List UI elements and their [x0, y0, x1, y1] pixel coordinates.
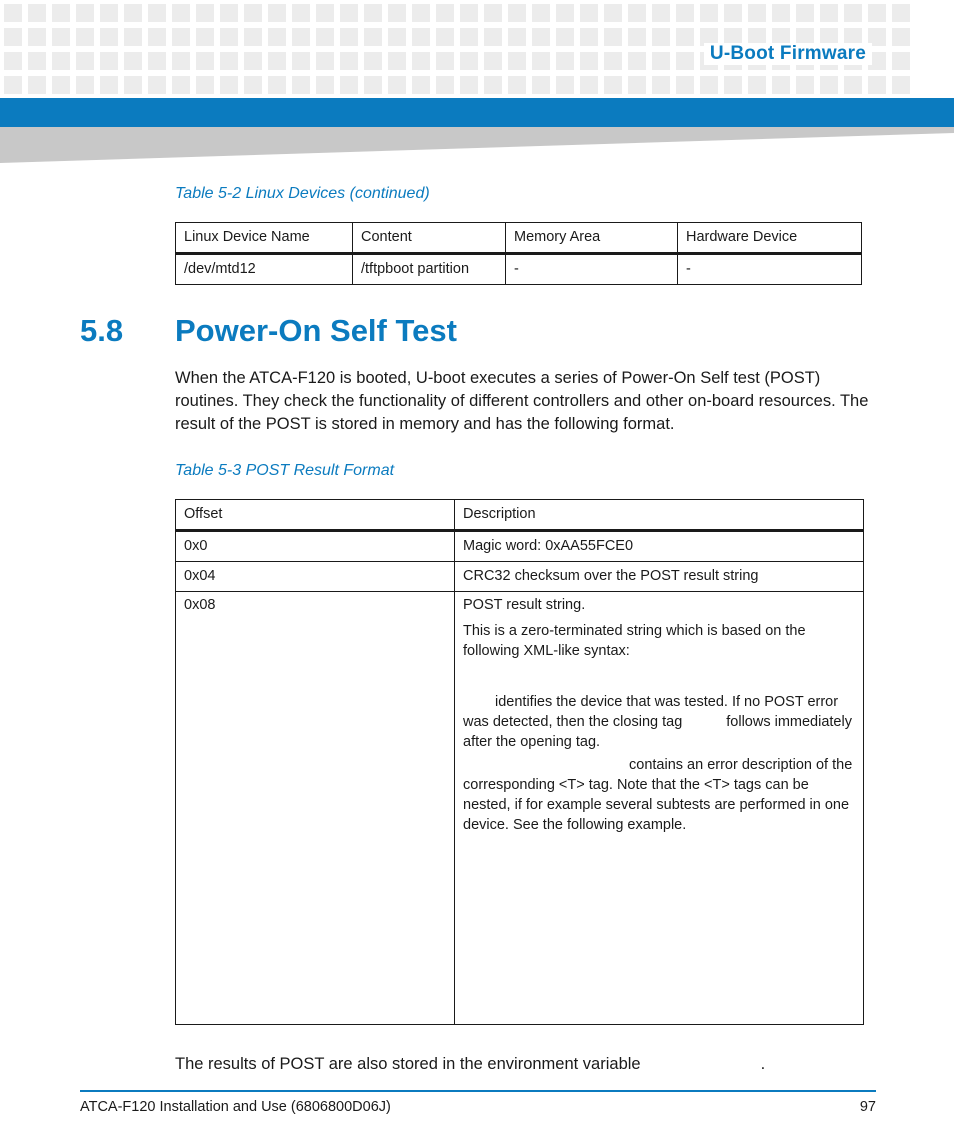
header-pattern-cell	[316, 76, 334, 94]
header-pattern-cell	[4, 76, 22, 94]
header-pattern-cell	[52, 52, 70, 70]
column-header: Linux Device Name	[176, 223, 353, 254]
header-pattern-cell	[580, 52, 598, 70]
header-blue-bar	[0, 98, 954, 127]
header-pattern-cell	[292, 52, 310, 70]
header-pattern-cell	[100, 28, 118, 46]
header-pattern-cell	[220, 52, 238, 70]
header-pattern-cell	[676, 76, 694, 94]
header-pattern-cell	[76, 52, 94, 70]
header-pattern-cell	[196, 28, 214, 46]
header-pattern-cell	[580, 4, 598, 22]
header-pattern-cell	[220, 76, 238, 94]
header-pattern-cell	[556, 52, 574, 70]
description-cell: Magic word: 0xAA55FCE0	[455, 531, 864, 562]
header-pattern-cell	[148, 4, 166, 22]
table-cell: /dev/mtd12	[176, 254, 353, 285]
header-pattern-cell	[4, 4, 22, 22]
header-pattern-cell	[700, 76, 718, 94]
table-row	[176, 562, 864, 592]
header-pattern-cell	[244, 28, 262, 46]
header-pattern-cell	[412, 52, 430, 70]
table-row	[176, 531, 864, 562]
table2-caption: Table 5-3 POST Result Format	[175, 462, 395, 479]
header-pattern-cell	[268, 28, 286, 46]
header-pattern-cell	[100, 4, 118, 22]
header-pattern-cell	[388, 4, 406, 22]
header-pattern-cell	[148, 76, 166, 94]
header-pattern-cell	[340, 4, 358, 22]
header-pattern-cell	[28, 28, 46, 46]
header-pattern-cell	[52, 28, 70, 46]
closing-period: .	[760, 1055, 766, 1073]
header-pattern-cell	[220, 28, 238, 46]
header-pattern-cell	[4, 52, 22, 70]
header-pattern-cell	[28, 52, 46, 70]
header-pattern-cell	[604, 52, 622, 70]
header-pattern-cell	[124, 52, 142, 70]
header-pattern-cell	[436, 28, 454, 46]
chapter-title: U-Boot Firmware	[704, 43, 872, 65]
header-pattern-cell	[268, 76, 286, 94]
header-pattern-cell	[460, 76, 478, 94]
table-cell: -	[506, 254, 678, 285]
header-pattern-cell	[868, 76, 886, 94]
header-pattern-cell	[436, 52, 454, 70]
header-pattern-cell	[700, 4, 718, 22]
header-pattern-cell	[196, 76, 214, 94]
header-pattern-cell	[100, 52, 118, 70]
header-pattern-cell	[364, 52, 382, 70]
column-header: Memory Area	[506, 223, 678, 254]
header-pattern-cell	[412, 76, 430, 94]
section-title: Power-On Self Test	[175, 313, 457, 348]
header-pattern-cell	[676, 4, 694, 22]
header-pattern-cell	[652, 76, 670, 94]
offset-cell: 0x04	[176, 562, 455, 592]
header-pattern-cell	[172, 4, 190, 22]
header-pattern-cell	[388, 76, 406, 94]
table-cell: -	[678, 254, 862, 285]
header-pattern-cell	[628, 4, 646, 22]
header-pattern-cell	[604, 76, 622, 94]
header-pattern-cell	[316, 28, 334, 46]
header-pattern-cell	[556, 4, 574, 22]
header-pattern-cell	[604, 4, 622, 22]
header-pattern-cell	[244, 52, 262, 70]
header-gray-wedge	[0, 127, 954, 163]
column-header: Content	[353, 223, 506, 254]
header-pattern-cell	[508, 28, 526, 46]
header-pattern-cell	[76, 76, 94, 94]
header-pattern-cell	[148, 52, 166, 70]
header-pattern-cell	[508, 52, 526, 70]
header-pattern-cell	[484, 4, 502, 22]
description-paragraph: contains an error description of the corresponding <T> tag. Note that the <T> tags can be nested, if for example several subtests are performed in one device. See the following example.	[463, 757, 853, 833]
header-pattern-cell	[748, 76, 766, 94]
header-pattern-cell	[460, 4, 478, 22]
offset-cell: 0x08	[176, 592, 455, 1025]
footer-rule	[80, 1090, 876, 1092]
table-row	[176, 254, 862, 285]
header-pattern-cell	[628, 76, 646, 94]
header-pattern-cell	[292, 4, 310, 22]
header-pattern-cell	[844, 76, 862, 94]
header-pattern-cell	[532, 52, 550, 70]
footer-document-title: ATCA-F120 Installation and Use (6806800D06J)	[80, 1099, 391, 1115]
header-pattern-cell	[52, 76, 70, 94]
header-pattern-cell	[580, 28, 598, 46]
header-pattern-cell	[364, 76, 382, 94]
header-pattern-cell	[508, 76, 526, 94]
header-pattern-cell	[532, 4, 550, 22]
header-pattern-cell	[364, 4, 382, 22]
header-pattern-cell	[676, 52, 694, 70]
header-pattern-cell	[844, 4, 862, 22]
header-pattern-cell	[172, 52, 190, 70]
table-cell: /tftpboot partition	[353, 254, 506, 285]
description-cell: CRC32 checksum over the POST result string	[455, 562, 864, 592]
header-pattern-cell	[724, 4, 742, 22]
header-pattern-cell	[412, 28, 430, 46]
header-pattern-cell	[820, 76, 838, 94]
table-header-row	[176, 223, 862, 254]
header-pattern-cell	[460, 52, 478, 70]
header-pattern-cell	[268, 4, 286, 22]
table1-caption: Table 5-2 Linux Devices (continued)	[175, 185, 430, 202]
header-pattern-cell	[652, 28, 670, 46]
header-pattern-cell	[268, 52, 286, 70]
description-paragraph: POST result string.	[463, 597, 586, 613]
header-pattern-cell	[628, 28, 646, 46]
header-pattern-cell	[172, 28, 190, 46]
description-text: follows immediately after the opening tag.	[463, 714, 852, 750]
section-number: 5.8	[80, 313, 124, 348]
table-row	[176, 592, 864, 1025]
header-pattern-cell	[484, 76, 502, 94]
header-pattern-cell	[652, 52, 670, 70]
post-result-table	[175, 499, 864, 1025]
header-pattern-cell	[580, 76, 598, 94]
header-pattern-cell	[436, 76, 454, 94]
header-pattern-cell	[484, 28, 502, 46]
header-pattern-cell	[724, 76, 742, 94]
header-pattern-cell	[892, 52, 910, 70]
header-pattern-cell	[772, 4, 790, 22]
header-pattern-cell	[4, 28, 22, 46]
header-pattern-cell	[148, 28, 166, 46]
header-pattern-cell	[340, 76, 358, 94]
table-header-row	[176, 500, 864, 531]
header-pattern-cell	[316, 52, 334, 70]
column-header: Description	[455, 500, 864, 531]
header-pattern-cell	[412, 4, 430, 22]
page-number: 97	[859, 1099, 876, 1115]
header-pattern-cell	[172, 76, 190, 94]
header-pattern-cell	[244, 76, 262, 94]
section-intro: When the ATCA-F120 is booted, U-boot executes a series of Power-On Self test (POST) routines. They check the functionality of different controllers and other on-board resources. The result of the POST is stored in memory and has the following format.	[175, 369, 869, 433]
header-pattern-cell	[244, 4, 262, 22]
header-pattern-cell	[556, 76, 574, 94]
header-pattern-cell	[628, 52, 646, 70]
description-paragraph: This is a zero-terminated string which is based on the following XML-like syntax:	[463, 623, 806, 659]
description-text: identifies the device that was tested. If no POST error was detected, then the closing tag	[463, 694, 839, 730]
header-pattern-cell	[124, 4, 142, 22]
header-pattern-cell	[508, 4, 526, 22]
linux-devices-table	[175, 222, 862, 285]
header-pattern-cell	[868, 4, 886, 22]
header-pattern-cell	[52, 4, 70, 22]
closing-sentence	[175, 1053, 875, 1076]
header-pattern-cell	[100, 76, 118, 94]
header-pattern-cell	[220, 4, 238, 22]
header-pattern-cell	[124, 76, 142, 94]
header-pattern-cell	[604, 28, 622, 46]
header-pattern-cell	[196, 52, 214, 70]
header-pattern-cell	[532, 76, 550, 94]
header-pattern-cell	[340, 52, 358, 70]
header-pattern-cell	[652, 4, 670, 22]
header-pattern-cell	[316, 4, 334, 22]
header-pattern-cell	[124, 28, 142, 46]
closing-text: The results of POST are also stored in the environment variable	[175, 1055, 641, 1073]
header-pattern-cell	[28, 4, 46, 22]
header-pattern-cell	[340, 28, 358, 46]
header-pattern-cell	[388, 52, 406, 70]
header-pattern-cell	[484, 52, 502, 70]
header-pattern-cell	[532, 28, 550, 46]
header-pattern-cell	[748, 4, 766, 22]
header-pattern-cell	[796, 76, 814, 94]
header-pattern-cell	[436, 4, 454, 22]
offset-cell: 0x0	[176, 531, 455, 562]
header-pattern-cell	[892, 76, 910, 94]
header-pattern-cell	[892, 4, 910, 22]
header-pattern-cell	[820, 4, 838, 22]
header-pattern-cell	[892, 28, 910, 46]
column-header: Offset	[176, 500, 455, 531]
header-pattern-cell	[364, 28, 382, 46]
header-pattern-cell	[796, 4, 814, 22]
description-cell	[455, 592, 864, 1025]
header-pattern-cell	[28, 76, 46, 94]
header-pattern-cell	[556, 28, 574, 46]
header-pattern-cell	[196, 4, 214, 22]
header-pattern-cell	[76, 28, 94, 46]
column-header: Hardware Device	[678, 223, 862, 254]
header-pattern-cell	[460, 28, 478, 46]
header-pattern-cell	[676, 28, 694, 46]
header-pattern-cell	[292, 28, 310, 46]
header-pattern-cell	[772, 76, 790, 94]
description-paragraph	[463, 692, 855, 752]
header-pattern-cell	[292, 76, 310, 94]
header-pattern-cell	[388, 28, 406, 46]
header-pattern-cell	[76, 4, 94, 22]
